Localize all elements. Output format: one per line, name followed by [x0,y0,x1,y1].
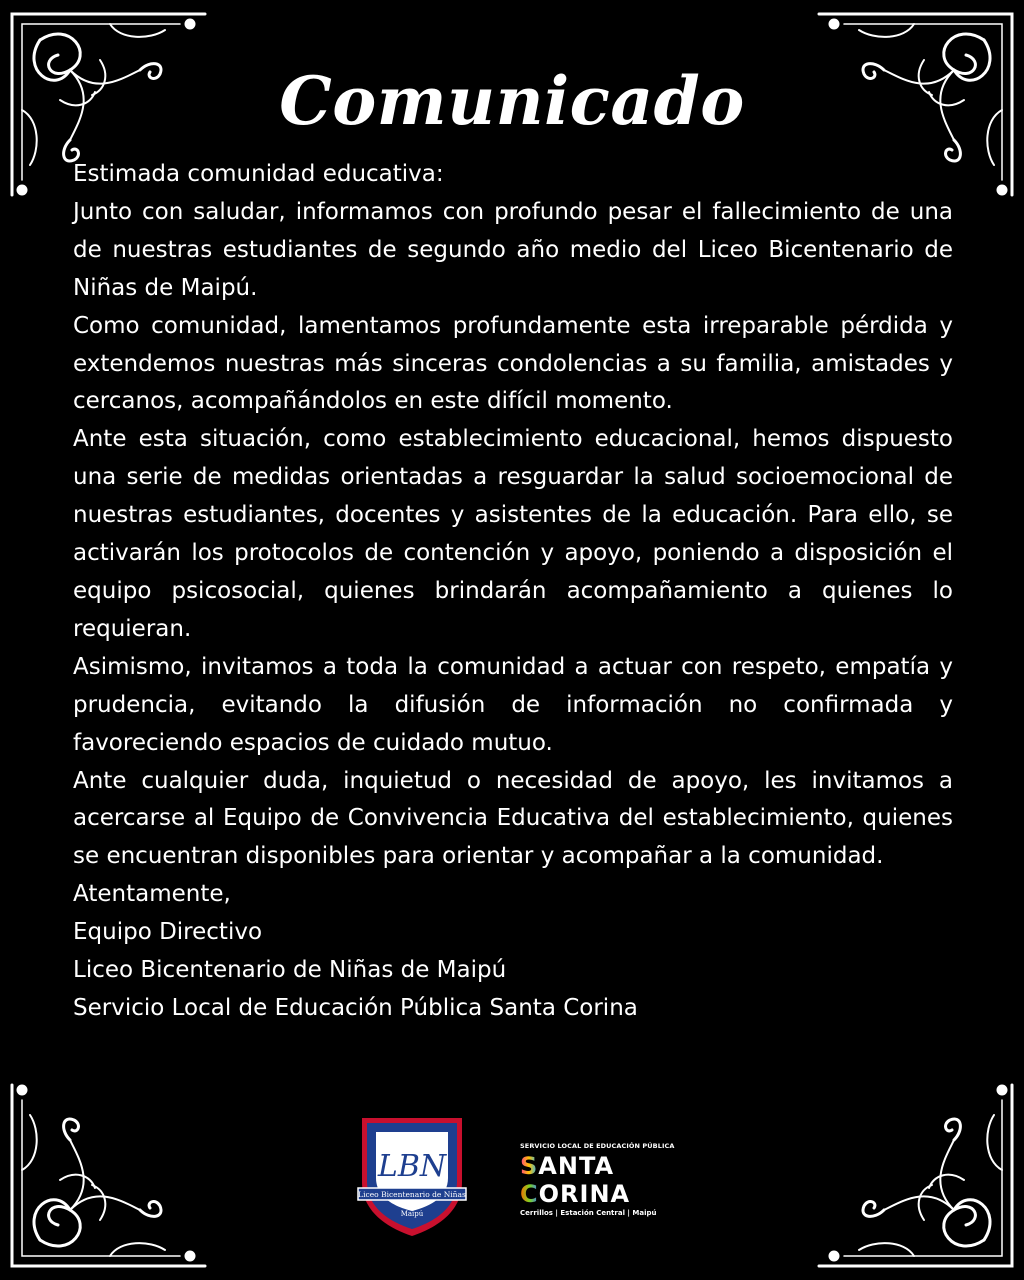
signer: Equipo Directivo [73,919,263,946]
slep-logo-c: C [520,1180,539,1208]
slep-logo-anta: ANTA [538,1152,615,1180]
slep-logo-s: S [520,1152,539,1180]
crest-initials: LBN [377,1149,447,1184]
paragraph: Asimismo, invitamos a toda la comunidad a actuar con respeto, empatía y prudencia, evitando la difusión de información no confirmada y favoreciendo espacios de cuidado mutuo. [73,653,953,756]
greeting: Estimada comunidad educativa: [73,161,444,187]
slep-santa-corina-logo [520,1142,675,1222]
service-name: Servicio Local de Educación Pública Santa Corina [73,994,638,1021]
paragraph: Como comunidad, lamentamos profundamente esta irreparable pérdida y extendemos nuestras más sinceras condolencias a su familia, amistades y cercanos, acompañándolos en este difícil momento. [73,312,953,415]
slep-logo-line1 [520,1154,670,1178]
school-name: Liceo Bicentenario de Niñas de Maipú [73,957,507,984]
ornament-flourish-icon [814,1070,1024,1280]
paragraph: Ante cualquier duda, inquietud o necesidad de apoyo, les invitamos a acercarse al Equipo de Convivencia Educativa del establecimiento, quienes se encuentran disponibles para orientar y acompañar a la comunidad. [73,767,953,870]
slep-logo-bottom: Cerrillos | Estación Central | Maipú [520,1209,657,1217]
ornament-flourish-icon [0,1070,210,1280]
closing-salutation: Atentamente, [73,881,231,908]
slep-logo-line2 [520,1182,670,1206]
slep-logo-orina: ORINA [538,1180,631,1208]
paragraph: Ante esta situación, como establecimiento educacional, hemos dispuesto una serie de medidas orientadas a resguardar la salud socioemocional de nuestras estudiantes, docentes y asistentes de la educación. Para ello, se activarán los protocolos de contención y apoyo, poniendo a disposición el equipo psicosocial, quienes brindarán acompañamiento a quienes lo requieran. [73,426,953,642]
announcement-body [73,156,953,1028]
crest-banner: Liceo Bicentenario de Niñas [358,1190,466,1199]
slep-logo-top: SERVICIO LOCAL DE EDUCACIÓN PÚBLICA [520,1142,675,1150]
crest-place: Maipú [400,1210,424,1218]
page-title: Comunicado [279,62,745,140]
school-crest-logo [356,1112,468,1238]
paragraph: Junto con saludar, informamos con profundo pesar el fallecimiento de una de nuestras estudiantes de segundo año medio del Liceo Bicentenario de Niñas de Maipú. [73,198,953,301]
